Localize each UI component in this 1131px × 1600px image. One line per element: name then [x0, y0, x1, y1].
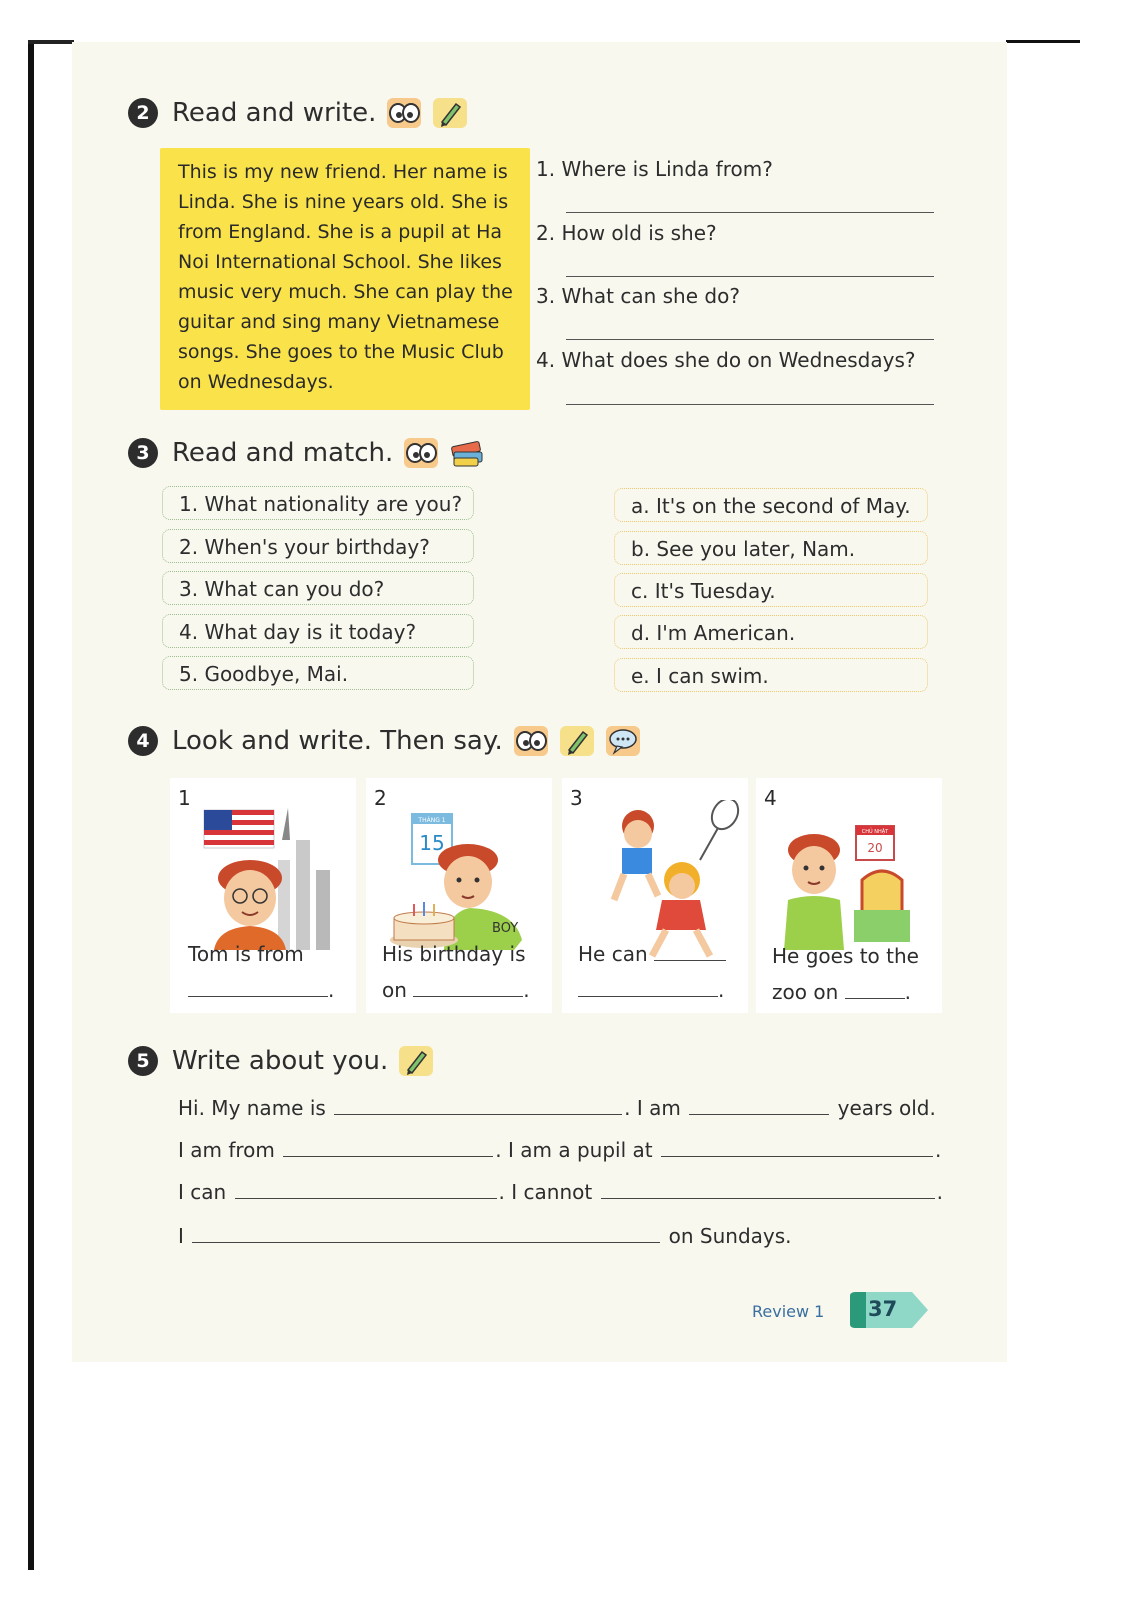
boy-at-zoo-image: [764, 800, 934, 950]
write-row-2-c: .: [934, 1138, 942, 1162]
pencil-icon: [398, 1044, 434, 1078]
can-blank[interactable]: [235, 1182, 497, 1199]
caption-2-end: .: [523, 978, 530, 1002]
write-row-4: [178, 1224, 792, 1248]
match-left-3[interactable]: 3. What can you do?: [162, 571, 474, 605]
blank-1[interactable]: [188, 980, 328, 997]
picture-number-2: 2: [374, 786, 387, 810]
write-row-1-a: Hi. My name is: [178, 1096, 326, 1120]
match-right-a[interactable]: a. It's on the second of May.: [614, 488, 928, 522]
blank-4[interactable]: [845, 982, 905, 999]
pencil-icon: [432, 96, 468, 130]
reading-passage: This is my new friend. Her name is Linda. She is nine years old. She is from England. She is a pupil at Ha Noi International School. She likes music very much. She can play the guitar and sing many Vietnamese songs. She goes to the Music Club on Wednesdays.: [178, 161, 513, 393]
blank-3a[interactable]: [654, 944, 726, 961]
write-row-4-b: on Sundays.: [668, 1224, 792, 1248]
cannot-blank[interactable]: [601, 1182, 935, 1199]
match-left-1[interactable]: 1. What nationality are you?: [162, 486, 474, 520]
school-blank[interactable]: [661, 1140, 933, 1157]
caption-4: [772, 938, 919, 1010]
write-row-3-c: .: [936, 1180, 943, 1204]
question-2: 2. How old is she?: [536, 221, 717, 245]
match-right-d[interactable]: d. I'm American.: [614, 615, 928, 649]
caption-1-end: .: [328, 978, 335, 1002]
section-5-header: [128, 1044, 434, 1078]
caption-2-pre: on: [382, 978, 407, 1002]
country-blank[interactable]: [283, 1140, 493, 1157]
caption-2: [382, 936, 530, 1008]
section-5-title: Write about you.: [172, 1046, 389, 1076]
sign-top-text: CHỦ NHẬT: [861, 829, 889, 835]
match-left-4[interactable]: 4. What day is it today?: [162, 614, 474, 648]
picture-number-1: 1: [178, 786, 191, 810]
section-3-number: 3: [128, 438, 158, 468]
scan-edge-left: [28, 40, 34, 1570]
caption-1: [188, 936, 334, 1008]
page-number: 37: [868, 1297, 898, 1321]
match-right-c[interactable]: c. It's Tuesday.: [614, 573, 928, 607]
write-row-2-b: . I am a pupil at: [495, 1138, 653, 1162]
caption-3-line1: He can: [578, 942, 648, 966]
section-2-title: Read and write.: [172, 98, 377, 128]
eyes-icon: [403, 436, 439, 470]
blank-2[interactable]: [413, 980, 523, 997]
answer-line-1[interactable]: [566, 212, 934, 213]
caption-3: [578, 936, 726, 1008]
name-blank[interactable]: [334, 1098, 622, 1115]
eyes-icon: [386, 96, 422, 130]
write-row-3: [178, 1180, 943, 1204]
pencil-icon: [559, 724, 595, 758]
write-row-3-b: . I cannot: [498, 1180, 593, 1204]
write-row-1-c: years old.: [837, 1096, 936, 1120]
sunday-activity-blank[interactable]: [192, 1226, 660, 1243]
write-row-3-a: I can: [178, 1180, 227, 1204]
write-row-2-a: I am from: [178, 1138, 275, 1162]
section-3-header: [128, 436, 485, 470]
write-row-4-a: I: [178, 1224, 184, 1248]
section-2-number: 2: [128, 98, 158, 128]
match-left-5[interactable]: 5. Goodbye, Mai.: [162, 656, 474, 690]
section-3-title: Read and match.: [172, 438, 394, 468]
calendar-month-text: THÁNG 1: [418, 817, 446, 824]
scan-edge-right: [1006, 40, 1080, 43]
age-blank[interactable]: [689, 1098, 829, 1115]
scan-edge-top: [28, 40, 74, 44]
picture-number-3: 3: [570, 786, 583, 810]
question-1: 1. Where is Linda from?: [536, 157, 773, 181]
answer-line-3[interactable]: [566, 339, 934, 340]
write-row-1-b: . I am: [624, 1096, 681, 1120]
caption-4-pre: zoo on: [772, 980, 839, 1004]
caption-2-line1: His birthday is: [382, 942, 526, 966]
boy-with-birthday-cake-image: [374, 800, 544, 950]
question-3: 3. What can she do?: [536, 284, 740, 308]
write-row-2: [178, 1138, 941, 1162]
write-row-1: [178, 1096, 936, 1120]
answer-line-4[interactable]: [566, 404, 934, 405]
section-4-title: Look and write. Then say.: [172, 726, 503, 756]
caption-4-line1: He goes to the: [772, 944, 919, 968]
sign-day-text: 20: [867, 841, 883, 855]
calendar-day-text: 15: [419, 831, 445, 855]
footer-unit-label: Review 1: [752, 1302, 825, 1321]
section-2-header: [128, 96, 468, 130]
caption-3-end: .: [718, 978, 725, 1002]
speech-bubble-icon: [605, 724, 641, 758]
match-right-e[interactable]: e. I can swim.: [614, 658, 928, 692]
section-4-header: [128, 724, 641, 758]
picture-number-4: 4: [764, 786, 777, 810]
section-4-number: 4: [128, 726, 158, 756]
match-cards-icon: [449, 436, 485, 470]
boy-with-american-flag-image: [178, 800, 348, 950]
question-4: 4. What does she do on Wednesdays?: [536, 348, 916, 372]
eyes-icon: [513, 724, 549, 758]
section-5-number: 5: [128, 1046, 158, 1076]
match-right-b[interactable]: b. See you later, Nam.: [614, 531, 928, 565]
blank-3b[interactable]: [578, 980, 718, 997]
caption-1-line1: Tom is from: [188, 942, 304, 966]
match-left-2[interactable]: 2. When's your birthday?: [162, 529, 474, 563]
caption-4-end: .: [904, 980, 911, 1004]
shirt-text: BOY: [492, 921, 519, 936]
answer-line-2[interactable]: [566, 276, 934, 277]
